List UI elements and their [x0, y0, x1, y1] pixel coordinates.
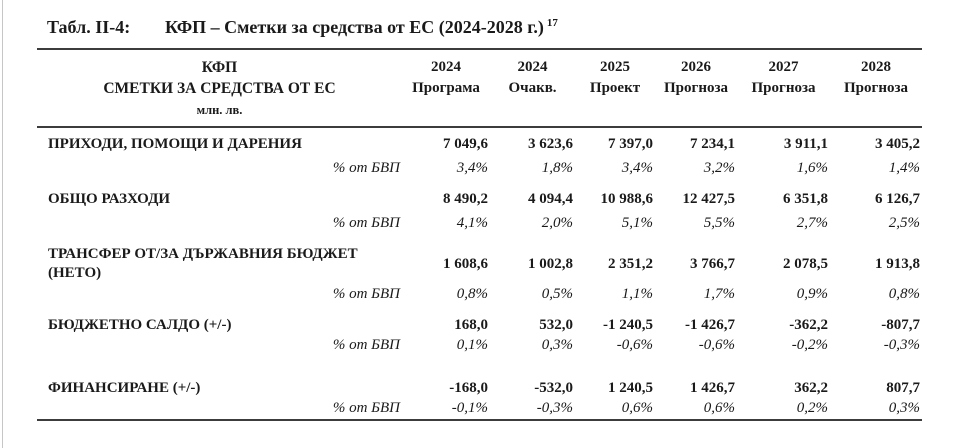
- table-row: [37, 178, 922, 209]
- pct-cell: 1,8%: [541, 160, 573, 176]
- pct-of-gdp-row: [37, 283, 922, 304]
- table-row: [37, 127, 922, 154]
- pct-of-gdp-row: [37, 335, 922, 355]
- value-cell: 3 623,6: [528, 136, 573, 152]
- pct-cell: 0,8%: [888, 286, 920, 302]
- pct-cell: 5,1%: [621, 215, 653, 231]
- value-cell: -532,0: [534, 380, 573, 396]
- pct-cell: 0,2%: [737, 398, 830, 420]
- pct-cell: 5,5%: [703, 215, 735, 231]
- page-edge-line: [2, 0, 3, 448]
- value-cell: 1 426,7: [690, 380, 735, 396]
- pct-cell: 0,1%: [456, 337, 488, 353]
- pct-cell: 0,3%: [830, 398, 922, 420]
- value-cell: -168,0: [449, 380, 488, 396]
- pct-of-gdp-label: % от БВП: [332, 215, 400, 231]
- header-kfp: КФП: [201, 59, 238, 76]
- header-unit: млн. лв.: [196, 103, 243, 117]
- pct-cell: 0,5%: [541, 286, 573, 302]
- pct-cell: 0,3%: [541, 337, 573, 353]
- pct-cell: -0,6%: [616, 337, 653, 353]
- column-year: 2027: [768, 59, 799, 75]
- footnote-ref: 17: [546, 17, 558, 29]
- row-label: БЮДЖЕТНО САЛДО (+/-): [48, 317, 232, 333]
- row-group: [37, 127, 922, 178]
- pct-cell: 0,9%: [796, 286, 828, 302]
- value-cell: 8 490,2: [443, 191, 488, 207]
- pct-cell: -0,6%: [698, 337, 735, 353]
- row-label: ОБЩО РАЗХОДИ: [48, 191, 171, 207]
- value-cell: 7 234,1: [690, 136, 735, 152]
- pct-cell: 3,4%: [621, 160, 653, 176]
- column-year: 2028: [861, 59, 891, 75]
- column-type: Прогноза: [751, 80, 816, 96]
- value-cell: -807,7: [881, 317, 920, 333]
- column-header-2027-5: [737, 49, 830, 127]
- table-row: [37, 233, 922, 283]
- pct-cell: 1,1%: [621, 286, 653, 302]
- table-number: Табл. II-4:: [47, 17, 131, 37]
- row-group: [37, 178, 922, 233]
- column-header-2025-3: [575, 49, 655, 127]
- pct-cell: 2,0%: [541, 215, 573, 231]
- value-cell: 1 913,8: [875, 255, 920, 272]
- value-cell: 1 002,8: [528, 255, 573, 272]
- value-cell: 7 049,6: [443, 136, 488, 152]
- value-cell: 2 351,2: [608, 255, 653, 272]
- value-cell: 3 405,2: [875, 136, 920, 152]
- column-type: Прогноза: [844, 80, 908, 96]
- column-year: 2026: [681, 59, 711, 75]
- column-year: 2024: [517, 59, 548, 75]
- pct-cell: -0,3%: [490, 398, 575, 420]
- value-cell: 1 240,5: [608, 380, 653, 396]
- row-group: [37, 304, 922, 355]
- pct-of-gdp-label: % от БВП: [37, 398, 402, 420]
- pct-cell: 0,6%: [655, 398, 737, 420]
- pct-of-gdp-label: % от БВП: [332, 337, 400, 353]
- table-row: [37, 355, 922, 398]
- value-cell: 168,0: [454, 317, 488, 333]
- pct-of-gdp-row: [37, 209, 922, 233]
- column-header-2028-6: [830, 49, 922, 127]
- table-row: [37, 304, 922, 335]
- column-type: Очакв.: [508, 80, 557, 96]
- pct-of-gdp-label: % от БВП: [332, 286, 400, 302]
- value-cell: 3 766,7: [690, 255, 735, 272]
- column-year: 2025: [600, 59, 630, 75]
- row-label: ФИНАНСИРАНЕ (+/-): [48, 380, 201, 396]
- value-cell: 807,7: [886, 380, 920, 396]
- value-cell: 3 911,1: [783, 136, 828, 152]
- row-group: [37, 233, 922, 304]
- column-type: Програма: [412, 80, 480, 96]
- pct-of-gdp-row: [37, 398, 922, 420]
- value-cell: 6 126,7: [875, 191, 920, 207]
- pct-cell: 0,6%: [575, 398, 655, 420]
- column-type: Проект: [589, 80, 641, 96]
- eu-funds-table: [37, 48, 922, 421]
- row-label: ПРИХОДИ, ПОМОЩИ И ДАРЕНИЯ: [48, 136, 302, 152]
- column-year: 2024: [431, 59, 461, 75]
- column-header-2024-2: [490, 49, 575, 127]
- pct-cell: 1,4%: [888, 160, 920, 176]
- pct-of-gdp-row: [37, 154, 922, 178]
- pct-cell: 3,4%: [456, 160, 488, 176]
- table-header-label: [37, 49, 402, 127]
- pct-cell: 1,6%: [796, 160, 828, 176]
- pct-cell: -0,2%: [791, 337, 828, 353]
- table-header: [37, 49, 922, 127]
- value-cell: 6 351,8: [783, 191, 828, 207]
- value-cell: 4 094,4: [528, 191, 573, 207]
- value-cell: -362,2: [789, 317, 828, 333]
- value-cell: 7 397,0: [608, 136, 653, 152]
- value-cell: 2 078,5: [783, 255, 828, 272]
- value-cell: 1 608,6: [443, 255, 488, 272]
- pct-cell: 3,2%: [703, 160, 735, 176]
- value-cell: -1 240,5: [603, 317, 653, 333]
- pct-cell: 1,7%: [703, 286, 735, 302]
- value-cell: 362,2: [794, 380, 828, 396]
- pct-cell: -0,1%: [402, 398, 490, 420]
- value-cell: 12 427,5: [682, 191, 735, 207]
- pct-cell: 2,5%: [888, 215, 920, 231]
- row-group: [37, 355, 922, 420]
- table-caption: [47, 12, 960, 38]
- column-header-2024-1: [402, 49, 490, 127]
- value-cell: 532,0: [539, 317, 573, 333]
- row-label: ТРАНСФЕР ОТ/ЗА ДЪРЖАВНИЯ БЮДЖЕТ (НЕТО): [48, 246, 358, 281]
- column-header-2026-4: [655, 49, 737, 127]
- column-type: Прогноза: [664, 80, 728, 96]
- pct-cell: -0,3%: [883, 337, 920, 353]
- pct-cell: 2,7%: [796, 215, 828, 231]
- pct-cell: 4,1%: [456, 215, 488, 231]
- header-accounts-title: СМЕТКИ ЗА СРЕДСТВА ОТ ЕС: [103, 80, 336, 97]
- pct-of-gdp-label: % от БВП: [332, 160, 400, 176]
- header-row: [37, 49, 922, 127]
- value-cell: 10 988,6: [600, 191, 653, 207]
- table-title: КФП – Сметки за средства от ЕС (2024-2028 г.): [165, 17, 544, 37]
- value-cell: -1 426,7: [685, 317, 735, 333]
- pct-cell: 0,8%: [456, 286, 488, 302]
